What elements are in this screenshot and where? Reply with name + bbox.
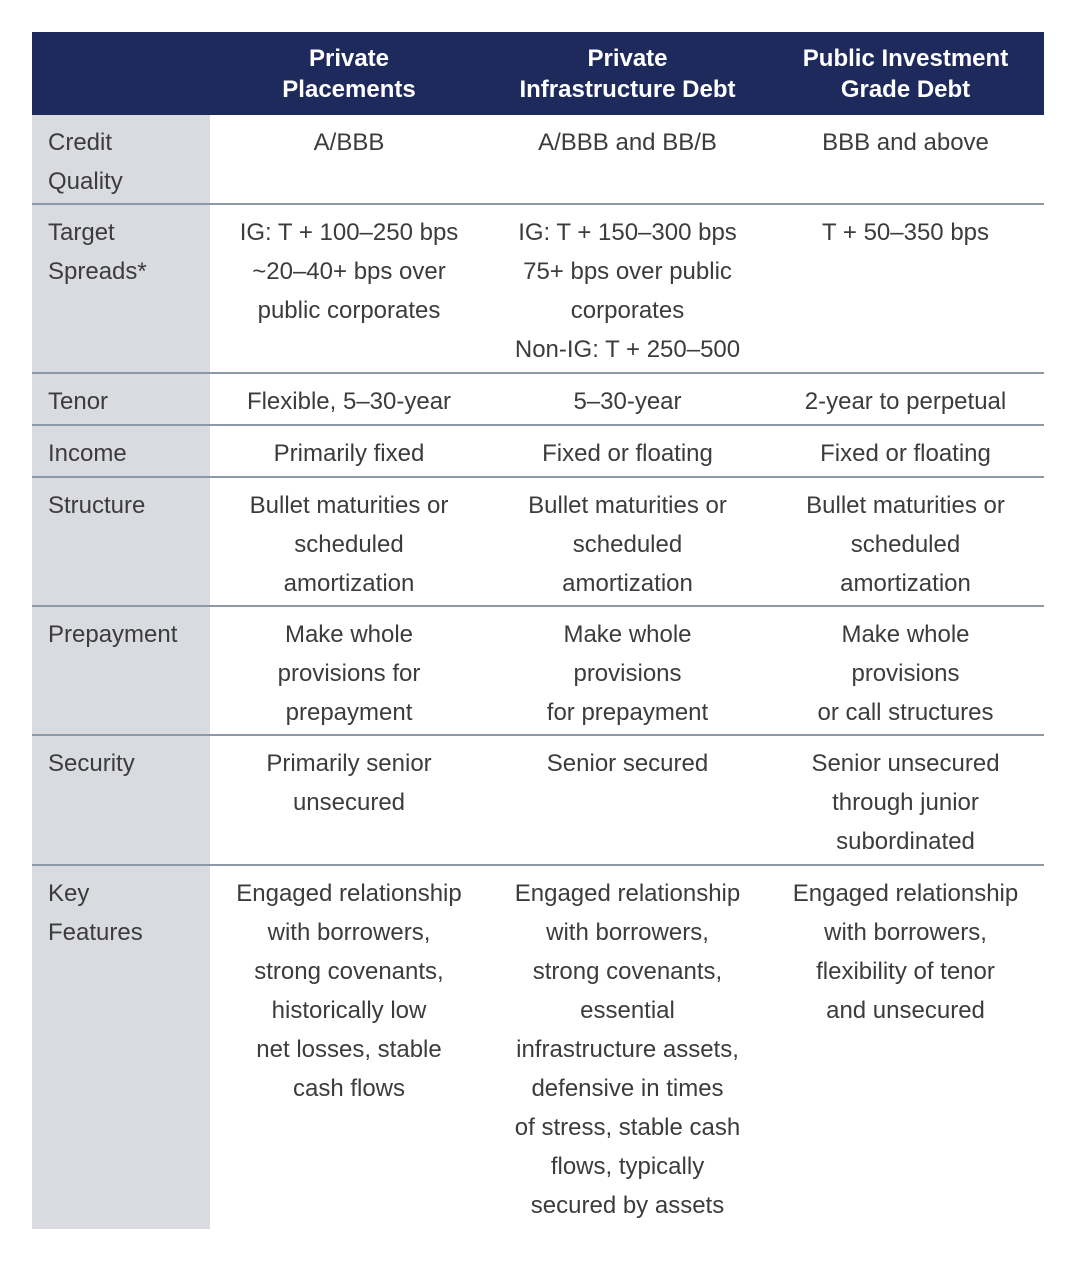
table-cell <box>210 115 488 205</box>
cell-line: 75+ bps over public <box>523 258 732 285</box>
table-cell <box>767 426 1044 478</box>
row-label-tenor <box>32 374 210 426</box>
label-line: Prepayment <box>48 621 178 648</box>
cell-line: amortization <box>562 570 693 597</box>
row-label-target-spreads <box>32 205 210 374</box>
table-cell <box>767 374 1044 426</box>
cell-line: ~20–40+ bps over <box>252 258 446 285</box>
cell-line: essential <box>580 997 675 1024</box>
cell-line: A/BBB and BB/B <box>538 129 717 156</box>
cell-line: strong covenants, <box>532 958 723 985</box>
cell-line: Bullet maturities or <box>528 492 727 519</box>
table-cell <box>210 426 488 478</box>
cell-line: A/BBB <box>313 129 385 156</box>
table-cell <box>210 205 488 374</box>
table-cell <box>488 205 767 374</box>
cell-line: flows, typically <box>550 1153 705 1180</box>
cell-line: 2-year to perpetual <box>804 388 1007 415</box>
label-line: Features <box>48 919 143 946</box>
table-cell <box>488 426 767 478</box>
table-cell <box>210 866 488 1229</box>
cell-line: scheduled <box>850 531 961 558</box>
label-line: Key <box>48 880 90 907</box>
cell-line: Primarily fixed <box>273 440 425 467</box>
cell-line: of stress, stable cash <box>514 1114 741 1141</box>
cell-line: Primarily senior <box>266 750 432 777</box>
row-label-security <box>32 736 210 866</box>
cell-line: secured by assets <box>530 1192 725 1219</box>
comparison-table <box>32 32 1044 1229</box>
cell-line: Fixed or floating <box>542 440 713 467</box>
cell-line: BBB and above <box>822 129 989 156</box>
table-cell <box>210 374 488 426</box>
cell-line: 5–30-year <box>573 388 682 415</box>
header-cell-blank <box>32 32 210 115</box>
cell-line: Flexible, 5–30-year <box>246 388 452 415</box>
table-cell <box>210 478 488 607</box>
label-line: Security <box>48 750 135 777</box>
cell-line: subordinated <box>836 828 975 855</box>
cell-line: and unsecured <box>826 997 985 1024</box>
cell-line: Make whole <box>563 621 692 648</box>
cell-line: with borrowers, <box>546 919 709 946</box>
cell-line: strong covenants, <box>254 958 444 985</box>
row-label-structure <box>32 478 210 607</box>
cell-line: infrastructure assets, <box>516 1036 739 1063</box>
cell-line: IG: T + 150–300 bps <box>518 219 737 246</box>
cell-line: Make whole <box>284 621 414 648</box>
cell-line: with borrowers, <box>824 919 987 946</box>
table-cell <box>767 736 1044 866</box>
table-cell <box>210 607 488 736</box>
label-line: Quality <box>48 168 123 195</box>
header-line: Public Investment <box>802 44 1009 72</box>
label-line: Credit <box>48 129 113 156</box>
table-cell <box>767 866 1044 1229</box>
cell-line: with borrowers, <box>267 919 431 946</box>
cell-line: scheduled <box>572 531 683 558</box>
cell-line: amortization <box>283 570 415 597</box>
cell-line: Non-IG: T + 250–500 <box>514 336 741 363</box>
cell-line: net losses, stable <box>256 1036 442 1063</box>
label-line: Structure <box>48 492 146 519</box>
cell-line: Engaged relationship <box>792 880 1019 907</box>
cell-line: Bullet maturities or <box>249 492 449 519</box>
header-private-infrastructure-debt <box>488 32 767 115</box>
row-label-credit-quality <box>32 115 210 205</box>
header-private-placements <box>210 32 488 115</box>
cell-line: flexibility of tenor <box>816 958 995 985</box>
cell-line: historically low <box>271 997 427 1024</box>
table-cell <box>488 478 767 607</box>
label-line: Spreads* <box>48 258 147 285</box>
cell-line: scheduled <box>294 531 404 558</box>
row-label-prepayment <box>32 607 210 736</box>
cell-line: Senior secured <box>546 750 709 777</box>
table-cell <box>488 866 767 1229</box>
cell-line: Engaged relationship <box>514 880 741 907</box>
cell-line: Senior unsecured <box>811 750 1000 777</box>
label-line: Income <box>48 440 127 467</box>
cell-line: Bullet maturities or <box>806 492 1005 519</box>
row-label-key-features <box>32 866 210 1229</box>
cell-line: through junior <box>832 789 979 816</box>
cell-line: prepayment <box>285 699 413 726</box>
cell-line: provisions for <box>277 660 421 687</box>
cell-line: T + 50–350 bps <box>821 219 990 246</box>
header-line: Infrastructure Debt <box>519 75 736 103</box>
header-line: Placements <box>282 75 416 103</box>
cell-line: Fixed or floating <box>820 440 991 467</box>
header-line: Grade Debt <box>840 75 971 103</box>
cell-line: cash flows <box>292 1075 406 1102</box>
table-cell <box>767 607 1044 736</box>
cell-line: provisions <box>851 660 960 687</box>
header-public-investment-grade-debt <box>767 32 1044 115</box>
cell-line: Engaged relationship <box>236 880 462 907</box>
cell-line: unsecured <box>292 789 406 816</box>
header-line: Private <box>587 44 668 72</box>
cell-line: IG: T + 100–250 bps <box>239 219 459 246</box>
table-cell <box>767 478 1044 607</box>
row-label-income <box>32 426 210 478</box>
table-cell <box>210 736 488 866</box>
cell-line: for prepayment <box>546 699 709 726</box>
cell-line: Make whole <box>841 621 970 648</box>
label-line: Tenor <box>48 388 109 415</box>
table-cell <box>488 736 767 866</box>
cell-line: corporates <box>570 297 685 324</box>
cell-line: or call structures <box>817 699 994 726</box>
table-cell <box>488 115 767 205</box>
table-cell <box>767 205 1044 374</box>
table-cell <box>488 607 767 736</box>
table-cell <box>488 374 767 426</box>
label-line: Target <box>48 219 115 246</box>
cell-line: public corporates <box>257 297 441 324</box>
cell-line: provisions <box>573 660 682 687</box>
cell-line: defensive in times <box>531 1075 724 1102</box>
table-cell <box>767 115 1044 205</box>
header-line: Private <box>308 44 390 72</box>
cell-line: amortization <box>840 570 971 597</box>
